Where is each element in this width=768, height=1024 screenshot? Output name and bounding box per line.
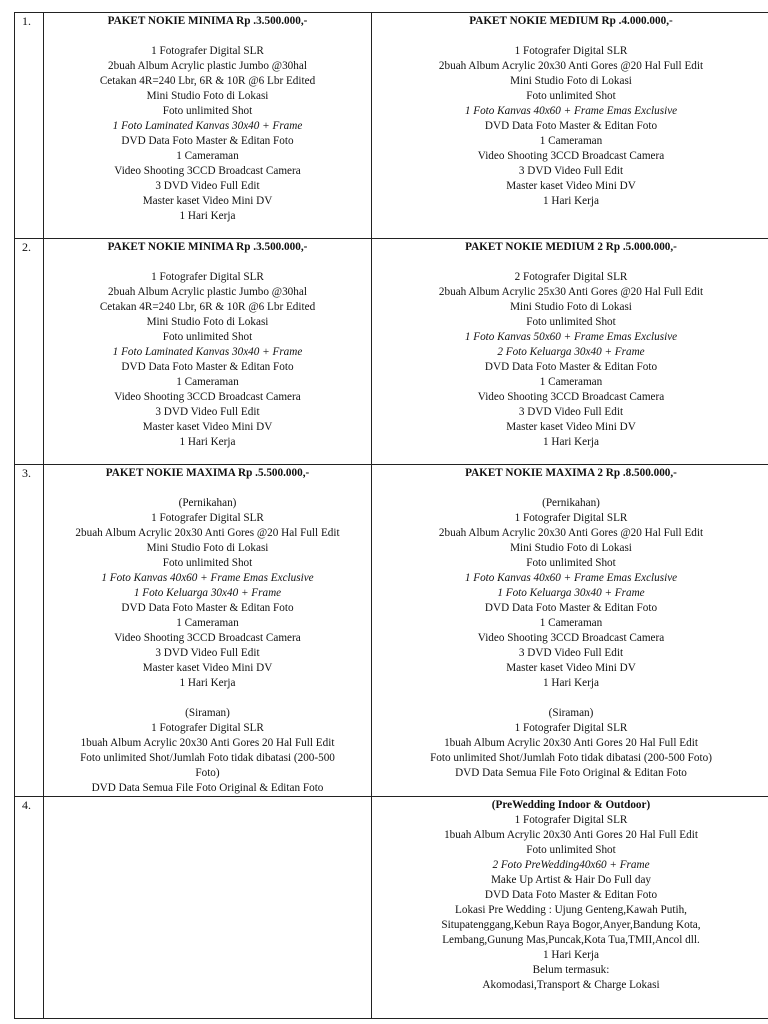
package-item: 2buah Album Acrylic 20x30 Anti Gores @20 Hal Full Edit: [75, 527, 340, 539]
spacer: [44, 691, 371, 706]
package-item: 1 Fotografer Digital SLR: [514, 722, 628, 734]
package-item: 1 Hari Kerja: [179, 436, 236, 448]
package-item: Lembang,Gunung Mas,Puncak,Kota Tua,TMII,Ancol dll.: [442, 934, 700, 946]
package-item: DVD Data Foto Master & Editan Foto: [484, 361, 658, 373]
package-title: PAKET NOKIE MINIMA Rp .3.500.000,-: [107, 15, 308, 27]
package-item: DVD Data Foto Master & Editan Foto: [121, 361, 294, 373]
package-item: Master kaset Video Mini DV: [506, 662, 636, 674]
row-number: 2.: [15, 239, 44, 465]
package-item: Mini Studio Foto di Lokasi: [146, 542, 269, 554]
package-item: DVD Data Foto Master & Editan Foto: [484, 889, 658, 901]
package-item: (Siraman): [548, 707, 594, 719]
package-item: Master kaset Video Mini DV: [142, 662, 273, 674]
package-item: Lokasi Pre Wedding : Ujung Genteng,Kawah Putih,: [455, 904, 687, 916]
package-item: DVD Data Semua File Foto Original & Editan Foto: [455, 767, 687, 779]
package-item: 1 Fotografer Digital SLR: [151, 512, 264, 524]
package-item: 2buah Album Acrylic 20x30 Anti Gores @20 Hal Full Edit: [438, 527, 704, 539]
package-item: Mini Studio Foto di Lokasi: [510, 542, 632, 554]
package-row: [15, 239, 768, 465]
package-item: 2 Foto PreWedding40x60 + Frame: [492, 859, 650, 871]
package-item: 1 Foto Laminated Kanvas 30x40 + Frame: [112, 346, 303, 358]
package-item: 1buah Album Acrylic 20x30 Anti Gores 20 Hal Full Edit: [444, 737, 698, 749]
package-item: Foto unlimited Shot/Jumlah Foto tidak dibatasi (200-500 Foto): [430, 752, 712, 764]
package-table-body: [15, 13, 768, 1019]
package-item: 2 Foto Keluarga 30x40 + Frame: [497, 346, 645, 358]
package-item: 2buah Album Acrylic plastic Jumbo @30hal: [108, 286, 307, 298]
package-item: Foto unlimited Shot: [162, 331, 253, 343]
package-cell-right: [372, 797, 768, 1019]
package-item: 1 Foto Laminated Kanvas 30x40 + Frame: [112, 120, 303, 132]
spacer: [372, 691, 768, 706]
package-item: Master kaset Video Mini DV: [142, 421, 273, 433]
package-item: 3 DVD Video Full Edit: [518, 647, 624, 659]
package-cell-left: [44, 465, 372, 797]
package-item: DVD Data Foto Master & Editan Foto: [484, 602, 658, 614]
package-item: 1 Foto Kanvas 40x60 + Frame Emas Exclusive: [464, 105, 678, 117]
package-item: Video Shooting 3CCD Broadcast Camera: [114, 391, 301, 403]
package-item: 1 Foto Keluarga 30x40 + Frame: [497, 587, 645, 599]
package-item: Akomodasi,Transport & Charge Lokasi: [482, 979, 660, 991]
package-item: Belum termasuk:: [532, 964, 610, 976]
package-item: Make Up Artist & Hair Do Full day: [490, 874, 652, 886]
package-title: PAKET NOKIE MEDIUM Rp .4.000.000,-: [469, 15, 673, 27]
package-item: Video Shooting 3CCD Broadcast Camera: [477, 391, 665, 403]
package-item: 3 DVD Video Full Edit: [518, 406, 624, 418]
package-item: 1 Cameraman: [176, 150, 239, 162]
package-row: [15, 13, 768, 239]
package-item: Foto unlimited Shot: [526, 557, 616, 569]
package-row: [15, 465, 768, 797]
package-item: Foto): [195, 767, 220, 779]
package-item: Video Shooting 3CCD Broadcast Camera: [477, 632, 665, 644]
package-item: 1 Hari Kerja: [543, 436, 599, 448]
package-item: (Siraman): [185, 707, 230, 719]
package-item: 1 Foto Kanvas 40x60 + Frame Emas Exclusive: [464, 572, 678, 584]
package-item: 1 Cameraman: [176, 376, 239, 388]
package-item: 3 DVD Video Full Edit: [155, 180, 260, 192]
package-item: Master kaset Video Mini DV: [506, 421, 636, 433]
package-cell-right: [372, 239, 768, 465]
package-item: Foto unlimited Shot: [526, 844, 616, 856]
package-item: Foto unlimited Shot: [526, 316, 616, 328]
package-item: 1 Cameraman: [539, 617, 603, 629]
package-item: Situpatenggang,Kebun Raya Bogor,Anyer,Bandung Kota,: [441, 919, 701, 931]
package-item: Video Shooting 3CCD Broadcast Camera: [114, 632, 301, 644]
package-item: 1 Hari Kerja: [543, 677, 599, 689]
package-item: 1 Fotografer Digital SLR: [151, 271, 264, 283]
spacer: [44, 481, 371, 496]
package-item: 1 Foto Kanvas 40x60 + Frame Emas Exclusive: [101, 572, 314, 584]
package-cell-left: [44, 797, 372, 1019]
package-item: 1 Fotografer Digital SLR: [151, 45, 264, 57]
row-number: 1.: [15, 13, 44, 239]
package-item: 2 Fotografer Digital SLR: [514, 271, 628, 283]
package-item: (PreWedding Indoor & Outdoor): [491, 799, 651, 811]
package-item: 2buah Album Acrylic plastic Jumbo @30hal: [108, 60, 307, 72]
package-item: Cetakan 4R=240 Lbr, 6R & 10R @6 Lbr Edited: [99, 75, 316, 87]
package-item: Master kaset Video Mini DV: [142, 195, 273, 207]
package-item: 1 Cameraman: [539, 135, 603, 147]
package-item: Master kaset Video Mini DV: [506, 180, 636, 192]
package-item: 1 Foto Kanvas 50x60 + Frame Emas Exclusive: [464, 331, 678, 343]
package-item: Foto unlimited Shot: [162, 105, 253, 117]
spacer: [44, 255, 371, 270]
package-item: 1buah Album Acrylic 20x30 Anti Gores 20 Hal Full Edit: [80, 737, 335, 749]
package-cell-right: [372, 465, 768, 797]
spacer: [44, 29, 371, 44]
spacer: [372, 29, 768, 44]
package-item: 3 DVD Video Full Edit: [155, 406, 260, 418]
package-item: Cetakan 4R=240 Lbr, 6R & 10R @6 Lbr Edited: [99, 301, 316, 313]
package-item: Video Shooting 3CCD Broadcast Camera: [114, 165, 301, 177]
package-item: (Pernikahan): [178, 497, 237, 509]
package-item: 1buah Album Acrylic 20x30 Anti Gores 20 Hal Full Edit: [444, 829, 698, 841]
package-item: 1 Fotografer Digital SLR: [514, 45, 628, 57]
spacer: [372, 481, 768, 496]
package-item: 1 Cameraman: [539, 376, 603, 388]
package-item: 1 Fotografer Digital SLR: [514, 512, 628, 524]
package-row: [15, 797, 768, 1019]
package-item: 3 DVD Video Full Edit: [155, 647, 260, 659]
package-cell-right: [372, 13, 768, 239]
row-number: 4.: [15, 797, 44, 1019]
package-item: 2buah Album Acrylic 25x30 Anti Gores @20 Hal Full Edit: [438, 286, 704, 298]
package-item: 1 Cameraman: [176, 617, 239, 629]
package-table: [14, 12, 768, 1019]
package-title: PAKET NOKIE MAXIMA Rp .5.500.000,-: [105, 467, 310, 479]
package-item: 1 Foto Keluarga 30x40 + Frame: [133, 587, 282, 599]
package-item: Mini Studio Foto di Lokasi: [146, 316, 269, 328]
package-item: DVD Data Foto Master & Editan Foto: [484, 120, 658, 132]
spacer: [372, 255, 768, 270]
package-item: Mini Studio Foto di Lokasi: [146, 90, 269, 102]
package-item: Foto unlimited Shot/Jumlah Foto tidak dibatasi (200-500: [80, 752, 335, 764]
package-item: 2buah Album Acrylic 20x30 Anti Gores @20 Hal Full Edit: [438, 60, 704, 72]
package-cell-left: [44, 13, 372, 239]
package-item: 1 Hari Kerja: [179, 677, 236, 689]
package-cell-left: [44, 239, 372, 465]
package-item: DVD Data Foto Master & Editan Foto: [121, 135, 294, 147]
package-item: Mini Studio Foto di Lokasi: [510, 75, 632, 87]
package-item: Foto unlimited Shot: [526, 90, 616, 102]
package-item: 1 Fotografer Digital SLR: [151, 722, 264, 734]
package-item: DVD Data Semua File Foto Original & Editan Foto: [91, 782, 324, 794]
package-item: (Pernikahan): [542, 497, 600, 509]
package-item: DVD Data Foto Master & Editan Foto: [121, 602, 294, 614]
package-item: 3 DVD Video Full Edit: [518, 165, 624, 177]
package-item: 1 Hari Kerja: [543, 195, 599, 207]
package-item: Mini Studio Foto di Lokasi: [510, 301, 632, 313]
package-title: PAKET NOKIE MEDIUM 2 Rp .5.000.000,-: [465, 241, 677, 253]
package-item: 1 Fotografer Digital SLR: [514, 814, 628, 826]
package-item: 1 Hari Kerja: [543, 949, 599, 961]
row-number: 3.: [15, 465, 44, 797]
package-title: PAKET NOKIE MINIMA Rp .3.500.000,-: [107, 241, 308, 253]
package-title: PAKET NOKIE MAXIMA 2 Rp .8.500.000,-: [465, 467, 677, 479]
package-item: Foto unlimited Shot: [162, 557, 253, 569]
package-item: Video Shooting 3CCD Broadcast Camera: [477, 150, 665, 162]
package-item: 1 Hari Kerja: [179, 210, 236, 222]
